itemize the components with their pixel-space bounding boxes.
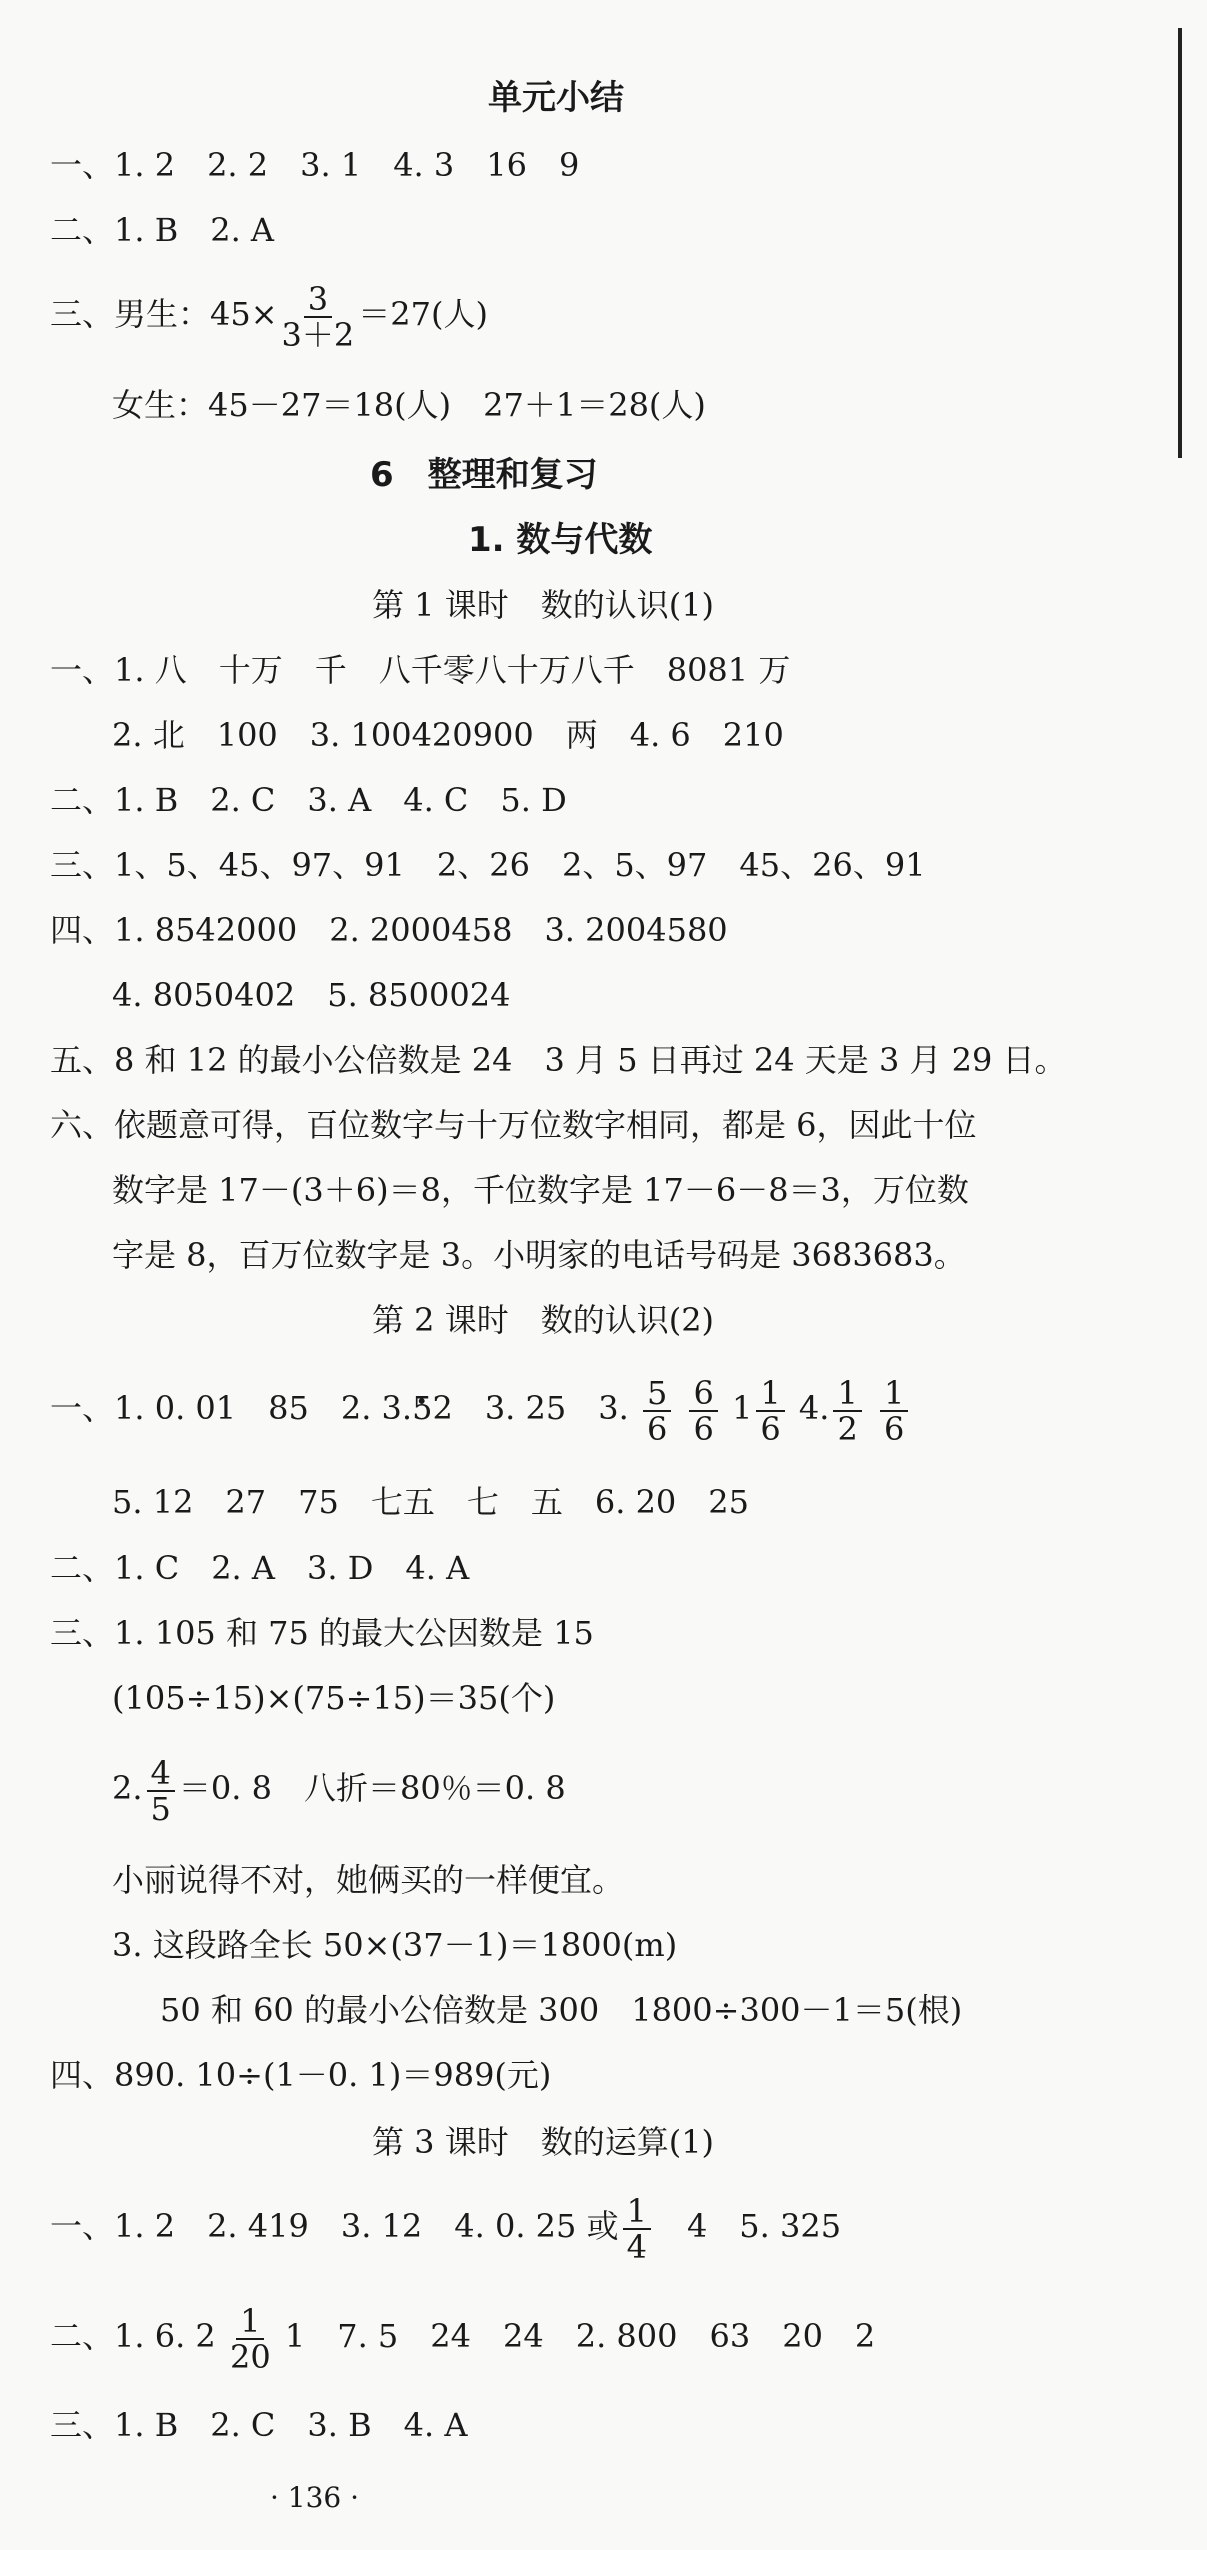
lesson1-title: 第 1 课时 数的认识(1) [372,586,715,624]
lesson2-line-1: 一、1. 0. 01 85 2. 3.· 52 3. 25 3. $\frac{5}{6}$ $\frac{6}{6}$ 1 $\frac{1}{6}$ 4. $\frac{1}{2}$ $\frac{1}{6}$ [50,1372,912,1446]
fraction: $\frac{3}{3+2}$ [281,279,355,354]
summary-line-3: 三、男生：45× $\frac{3}{3+2}$ ＝27(人) [50,279,488,354]
lesson3-line-1: 一、1. 2 2. 419 3. 12 4. 0. 25 或 $\frac{1}{4}$ 4 5. 325 [50,2191,842,2266]
lesson2-line-8: 3. 这段路全长 50×(37－1)＝1800(m) [112,1926,678,1964]
scan-edge-line [1178,28,1182,458]
lesson2-line-6: 2. $\frac{4}{5}$ ＝0. 8 八折＝80％＝0. 8 [112,1753,566,1828]
lesson2-line-5: (105÷15)×(75÷15)＝35(个) [112,1679,556,1717]
fraction: $\frac{1}{6}$ [880,1376,908,1446]
fraction: $\frac{5}{6}$ [643,1376,671,1446]
lesson1-line-6: 4. 8050402 5. 8500024 [112,976,511,1014]
section-title: 1. 数与代数 [468,520,653,560]
lesson3-line-3: 三、1. B 2. C 3. B 4. A [50,2406,468,2444]
lesson2-line-2: 5. 12 27 75 七五 七 五 6. 20 25 [112,1483,750,1521]
fraction: $\frac{4}{5}$ [147,1756,175,1826]
page-number: · 136 · [270,2481,360,2514]
lesson1-line-3: 二、1. B 2. C 3. A 4. C 5. D [50,781,567,819]
lesson2-line-7: 小丽说得不对，她俩买的一样便宜。 [112,1861,625,1899]
lesson1-line-10: 字是 8，百万位数字是 3。小明家的电话号码是 3683683。 [112,1236,966,1274]
chapter-title: 6 整理和复习 [370,455,598,495]
lesson1-line-7: 五、8 和 12 的最小公倍数是 24 3 月 5 日再过 24 天是 3 月 29 日。 [50,1041,1067,1079]
lesson1-line-8: 六、依题意可得，百位数字与十万位数字相同，都是 6，因此十位 [50,1106,977,1144]
lesson1-line-1: 一、1. 八 十万 千 八千零八十万八千 8081 万 [50,651,791,689]
summary-line-4: 女生：45－27＝18(人) 27＋1＝28(人) [112,386,706,424]
lesson1-line-5: 四、1. 8542000 2. 2000458 3. 2004580 [50,911,728,949]
fraction: $\frac{1}{4}$ [623,2194,651,2264]
fraction: $\frac{1}{6}$ [756,1376,784,1446]
lesson3-title: 第 3 课时 数的运算(1) [372,2123,715,2161]
summary-line-2: 二、1. B 2. A [50,211,275,249]
lesson1-line-4: 三、1、5、45、97、91 2、26 2、5、97 45、26、91 [50,846,926,884]
lesson1-line-2: 2. 北 100 3. 100420900 两 4. 6 210 [112,716,784,754]
lesson2-line-4: 三、1. 105 和 75 的最大公因数是 15 [50,1614,594,1652]
fraction: $\frac{1}{2}$ [833,1376,861,1446]
lesson3-line-2: 二、1. 6. 2 $\frac{1}{20}$ 1 7. 5 24 24 2. 800 63 20 2 [50,2301,876,2376]
lesson1-line-9: 数字是 17－(3＋6)＝8，千位数字是 17－6－8＝3，万位数 [112,1171,969,1209]
lesson2-title: 第 2 课时 数的认识(2) [372,1301,715,1339]
lesson2-line-10: 四、890. 10÷(1－0. 1)＝989(元) [50,2056,552,2094]
fraction: $\frac{1}{20}$ [229,2301,271,2376]
summary-line-1: 一、1. 2 2. 2 3. 1 4. 3 16 9 [50,146,580,184]
repeating-decimal: · 52 [412,1389,453,1427]
lesson2-line-3: 二、1. C 2. A 3. D 4. A [50,1549,470,1587]
fraction: $\frac{6}{6}$ [689,1376,717,1446]
unit-summary-title: 单元小结 [488,78,624,118]
lesson2-line-9: 50 和 60 的最小公倍数是 300 1800÷300－1＝5(根) [160,1991,963,2029]
